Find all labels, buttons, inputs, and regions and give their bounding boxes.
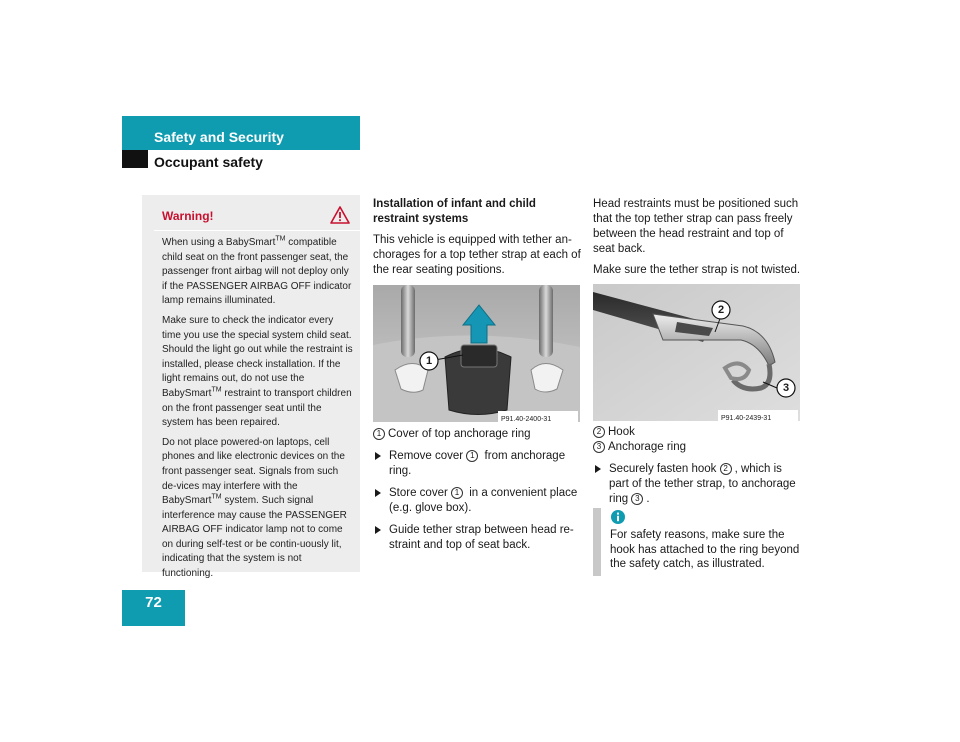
step-fasten-hook: Securely fasten hook 2 , which is part of the tether strap, to anchorage ring 3 . <box>593 462 803 507</box>
legend-item-2: 2 Hook <box>593 425 803 440</box>
middle-column <box>373 197 583 553</box>
step-guide-strap: Guide tether strap between head re-straint and top of seat back. <box>373 523 583 553</box>
photo-callout-2: 2 <box>717 304 725 316</box>
subsection-title: Occupant safety <box>154 154 263 170</box>
warning-paragraph-3: Do not place powered-on laptops, cell phones and like electronic devices on the front passenger seat. Signals from such de-vices may interfere with the BabySmart™ system. Such signal interference may cause the PASSENGER AIRBAG OFF indicator lamp not to come on during self-test or be contin-uously lit, indicating that the system is not functioning. <box>162 436 347 580</box>
warning-divider <box>154 230 360 231</box>
step-remove-cover: Remove cover 1 from anchorage ring. <box>373 449 583 479</box>
info-icon <box>611 510 625 524</box>
warning-body <box>162 236 354 587</box>
hook-ring-photo <box>593 284 800 421</box>
right-column <box>593 197 803 507</box>
hook-ring-illustration <box>593 284 800 421</box>
warning-paragraph-2: Make sure to check the indicator every time you use the special system child seat. Should the light go out while the restraint is installed, please check installation. If the light remains out, do not use the BabySmart™ restraint to transport children on the front passenger seat until the system has been repaired. <box>162 314 353 429</box>
warning-triangle-icon <box>330 206 350 224</box>
head-restraint-paragraph: Head restraints must be positioned such that the top tether strap can pass freely between the head restraint and top of seat back. <box>593 198 799 255</box>
page-number: 72 <box>145 594 162 611</box>
section-heading: Installation of infant and child restraint systems <box>373 198 536 225</box>
header-marker <box>122 150 148 168</box>
section-title: Safety and Security <box>154 129 284 145</box>
info-text: For safety reasons, make sure the hook has attached to the ring beyond the safety catch, as illustrated. <box>610 529 800 570</box>
photo-callout-1: 1 <box>425 355 433 367</box>
info-bar <box>593 508 601 576</box>
anchorage-cover-photo <box>373 285 580 422</box>
intro-paragraph: This vehicle is equipped with tether an-chorages for a top tether strap at each of the rear seating positions. <box>373 234 581 276</box>
legend-item-1: 1 Cover of top anchorage ring <box>373 427 583 442</box>
warning-title: Warning! <box>162 209 214 223</box>
photo-callout-3: 3 <box>782 382 790 394</box>
photo-code: P91.40-2439-31 <box>721 415 772 422</box>
warning-paragraph-1: When using a BabySmart™ compatible child seat on the front passenger seat, the passenger front airbag will not deploy only if the PASSENGER AIRBAG OFF indicator lamp remains illuminated. <box>162 235 352 307</box>
legend-item-3: 3 Anchorage ring <box>593 440 803 455</box>
photo-code: P91.40-2400-31 <box>501 416 552 423</box>
anchorage-cover-illustration <box>373 285 580 422</box>
step-store-cover: Store cover 1 in a convenient place (e.g. glove box). <box>373 486 583 516</box>
not-twisted-paragraph: Make sure the tether strap is not twisted. <box>593 264 801 276</box>
